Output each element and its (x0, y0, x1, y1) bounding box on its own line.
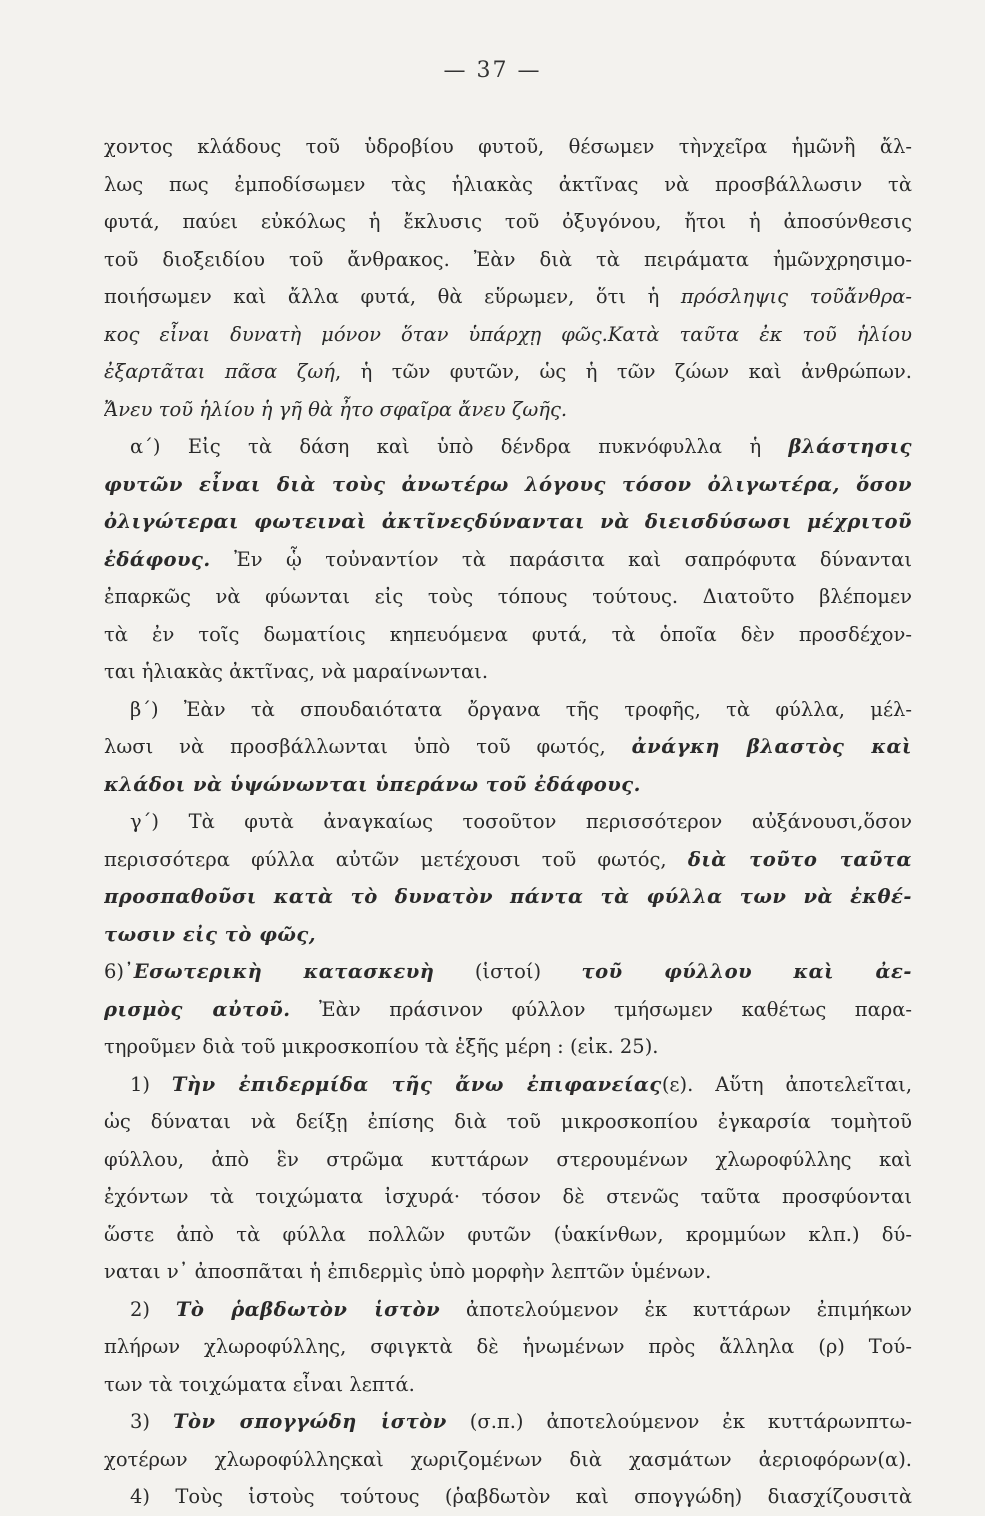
text-span: , ἡ τῶν φυτῶν, ὡς ἡ τῶν ζώων καὶ ἀνθρώπων. (334, 360, 912, 383)
bold-italic-text: βλάστησις (788, 435, 912, 458)
bold-italic-text: ἀνάγκη βλαστὸς καὶ (631, 735, 912, 758)
text-span: ναται ν᾽ ἀποσπᾶται ἡ ἐπιδερμὶς ὑπὸ μορφὴν λεπτῶν ὑμένων. (104, 1260, 712, 1283)
text-line (104, 1103, 912, 1141)
text-line (104, 616, 912, 654)
text-span: (ἱστοί) (434, 960, 582, 983)
text-line (104, 241, 912, 279)
text-line (104, 1141, 912, 1179)
bold-italic-text: φυτῶν εἶναι διὰ τοὺς ἀνωτέρω λόγους τόσον ὀλιγωτέρα, ὅσον (104, 472, 912, 496)
text-line (104, 166, 912, 204)
text-span: (ε). Αὕτη ἀποτελεῖται, (661, 1072, 912, 1096)
text-line (104, 1028, 912, 1066)
text-line (104, 841, 912, 879)
text-span: φύλλου, ἀπὸ ἓν στρῶμα κυττάρων στερουμένων χλωροφύλλης καὶ (104, 1147, 912, 1171)
bold-italic-text: ὀλιγώτεραι φωτειναὶ ἀκτῖνεςδύνανται νὰ διεισδύσωσι μέχριτοῦ (104, 510, 912, 533)
text-span: 6)᾽ (104, 960, 134, 983)
italic-text: κος εἶναι δυνατὴ μόνον ὅταν ὑπάρχῃ φῶς.Κατὰ ταῦτα ἐκ τοῦ ἡλίου (104, 322, 912, 346)
italic-text: Ἄνευ τοῦ ἡλίου ἡ γῆ θὰ ἦτο σφαῖρα ἄνευ ζωῆς. (104, 397, 568, 421)
bold-italic-text: ρισμὸς αὐτοῦ. (104, 997, 291, 1021)
text-span: φυτά, παύει εὐκόλως ἡ ἔκλυσις τοῦ ὀξυγόνου, ἤτοι ἡ ἀποσύνθεσις (104, 210, 912, 233)
page-number: — 37 — (443, 58, 542, 83)
text-line (104, 316, 912, 354)
text-line (104, 878, 912, 916)
text-span: λωσι νὰ προσβάλλωνται ὑπὸ τοῦ φωτός, (104, 735, 632, 758)
bold-italic-text: τοῦ φύλλου καὶ ἀε- (581, 960, 912, 983)
text-span: 2) (130, 1297, 176, 1321)
text-span: ὥστε ἀπὸ τὰ φύλλα πολλῶν φυτῶν (ὑακίνθων, κρομμύων κλπ.) δύ- (104, 1222, 912, 1246)
text-span: (σ.π.) ἀποτελούμενον ἐκ κυττάρωνπτω- (446, 1410, 912, 1433)
text-line (104, 728, 912, 766)
text-line (104, 1403, 912, 1441)
text-line (104, 1253, 912, 1291)
bold-italic-text: προσπαθοῦσι κατὰ τὸ δυνατὸν πάντα τὰ φύλλα των νὰ ἐκθέ- (104, 885, 912, 908)
text-span: περισσότερα φύλλα αὐτῶν μετέχουσι τοῦ φωτός, (104, 847, 688, 871)
italic-text: ἐξαρτᾶται πᾶσα ζωή (104, 360, 335, 383)
text-line (104, 1328, 912, 1366)
text-span: ται ἡλιακὰς ἀκτῖνας, νὰ μαραίνωνται. (104, 660, 489, 683)
text-line (104, 466, 912, 504)
text-span: λως πως ἐμποδίσωμεν τὰς ἡλιακὰς ἀκτῖνας νὰ προσβάλλωσιν τὰ (104, 172, 912, 196)
text-span: γ΄) Τὰ φυτὰ ἀναγκαίως τοσοῦτον περισσότερον αὐξάνουσι,ὅσον (130, 810, 912, 833)
text-span: χοτέρων χλωροφύλληςκαὶ χωριζομένων διὰ χασμάτων ἀεριοφόρων(α). (104, 1447, 912, 1471)
text-line (104, 1366, 912, 1404)
text-span: των τὰ τοιχώματα εἶναι λεπτά. (104, 1372, 415, 1396)
text-span: 3) (130, 1410, 173, 1433)
text-line (104, 653, 912, 691)
bold-italic-text: διὰ τοῦτο ταῦτα (687, 847, 912, 871)
text-span: 4) Τοὺς ἱστοὺς τούτους (ῥαβδωτὸν καὶ σπογγώδη) διασχίζουσιτὰ (130, 1485, 912, 1508)
text-line (104, 391, 912, 429)
text-line (104, 353, 912, 391)
text-span: ὡς δύναται νὰ δείξῃ ἐπίσης διὰ τοῦ μικροσκοπίου ἐγκαρσία τομὴτοῦ (104, 1110, 912, 1133)
bold-italic-text: κλάδοι νὰ ὑψώνωνται ὑπεράνω τοῦ ἐδάφους. (104, 772, 641, 796)
text-span: Ἐν ᾧ τοὐναντίον τὰ παράσιτα καὶ σαπρόφυτα δύνανται (210, 547, 912, 571)
text-line (104, 1066, 912, 1104)
text-span: α΄) Εἰς τὰ δάση καὶ ὑπὸ δένδρα πυκνόφυλλα ἡ (130, 435, 789, 458)
bold-italic-text: τωσιν εἰς τὸ φῶς, (104, 922, 317, 946)
text-span: ἐχόντων τὰ τοιχώματα ἰσχυρά· τόσον δὲ στενῶς ταῦτα προσφύονται (104, 1185, 912, 1208)
text-line (104, 1291, 912, 1329)
text-span: ἐπαρκῶς νὰ φύωνται εἰς τοὺς τόπους τούτους. Διατοῦτο βλέπομεν (104, 585, 912, 608)
text-span: Ἐὰν πράσινον φύλλον τμήσωμεν καθέτως παρα- (290, 997, 912, 1021)
text-line (104, 766, 912, 804)
text-line (104, 803, 912, 841)
text-span: χοντος κλάδους τοῦ ὑδροβίου φυτοῦ, θέσωμεν τὴνχεῖρα ἡμῶνἢ ἄλ- (104, 135, 912, 158)
text-line (104, 203, 912, 241)
text-line (104, 916, 912, 954)
text-line (104, 578, 912, 616)
bold-italic-text: Τὸν σπογγώδη ἱστὸν (173, 1410, 447, 1433)
text-span: ποιήσωμεν καὶ ἄλλα φυτά, θὰ εὕρωμεν, ὅτι ἡ (104, 285, 681, 308)
text-line (104, 428, 912, 466)
text-line (104, 503, 912, 541)
text-line (104, 1216, 912, 1254)
text-line (104, 1478, 912, 1516)
text-line (104, 691, 912, 729)
text-line (104, 1441, 912, 1479)
text-line (104, 128, 912, 166)
text-line (104, 953, 912, 991)
body-text (104, 128, 912, 1516)
italic-text: πρόσληψις τοῦἄνθρα- (680, 285, 912, 308)
bold-italic-text: Εσωτερικὴ κατασκευὴ (133, 960, 435, 983)
text-span: β΄) Ἐὰν τὰ σπουδαιότατα ὄργανα τῆς τροφῆς, τὰ φύλλα, μέλ- (130, 697, 912, 721)
text-span: πλήρων χλωροφύλλης, σφιγκτὰ δὲ ἡνωμένων πρὸς ἄλληλα (ρ) Τού- (104, 1335, 912, 1358)
bold-italic-text: Τὸ ῥαβδωτὸν ἱστὸν (175, 1297, 441, 1321)
text-span: τοῦ διοξειδίου τοῦ ἄνθρακος. Ἐὰν διὰ τὰ πειράματα ἡμῶνχρησιμο- (104, 247, 912, 271)
text-span: ἀποτελούμενον ἐκ κυττάρων ἐπιμήκων (440, 1297, 912, 1321)
text-span: 1) (130, 1072, 172, 1096)
text-line (104, 991, 912, 1029)
text-span: τηροῦμεν διὰ τοῦ μικροσκοπίου τὰ ἑξῆς μέρη : (εἰκ. 25). (104, 1035, 659, 1058)
text-line (104, 1178, 912, 1216)
text-line (104, 541, 912, 579)
bold-italic-text: ἐδάφους. (104, 547, 211, 571)
text-line (104, 278, 912, 316)
bold-italic-text: Τὴν ἐπιδερμίδα τῆς ἄνω ἐπιφανείας (171, 1072, 662, 1096)
text-span: τὰ ἐν τοῖς δωματίοις κηπευόμενα φυτά, τὰ ὁποῖα δὲν προσδέχον- (104, 622, 912, 646)
